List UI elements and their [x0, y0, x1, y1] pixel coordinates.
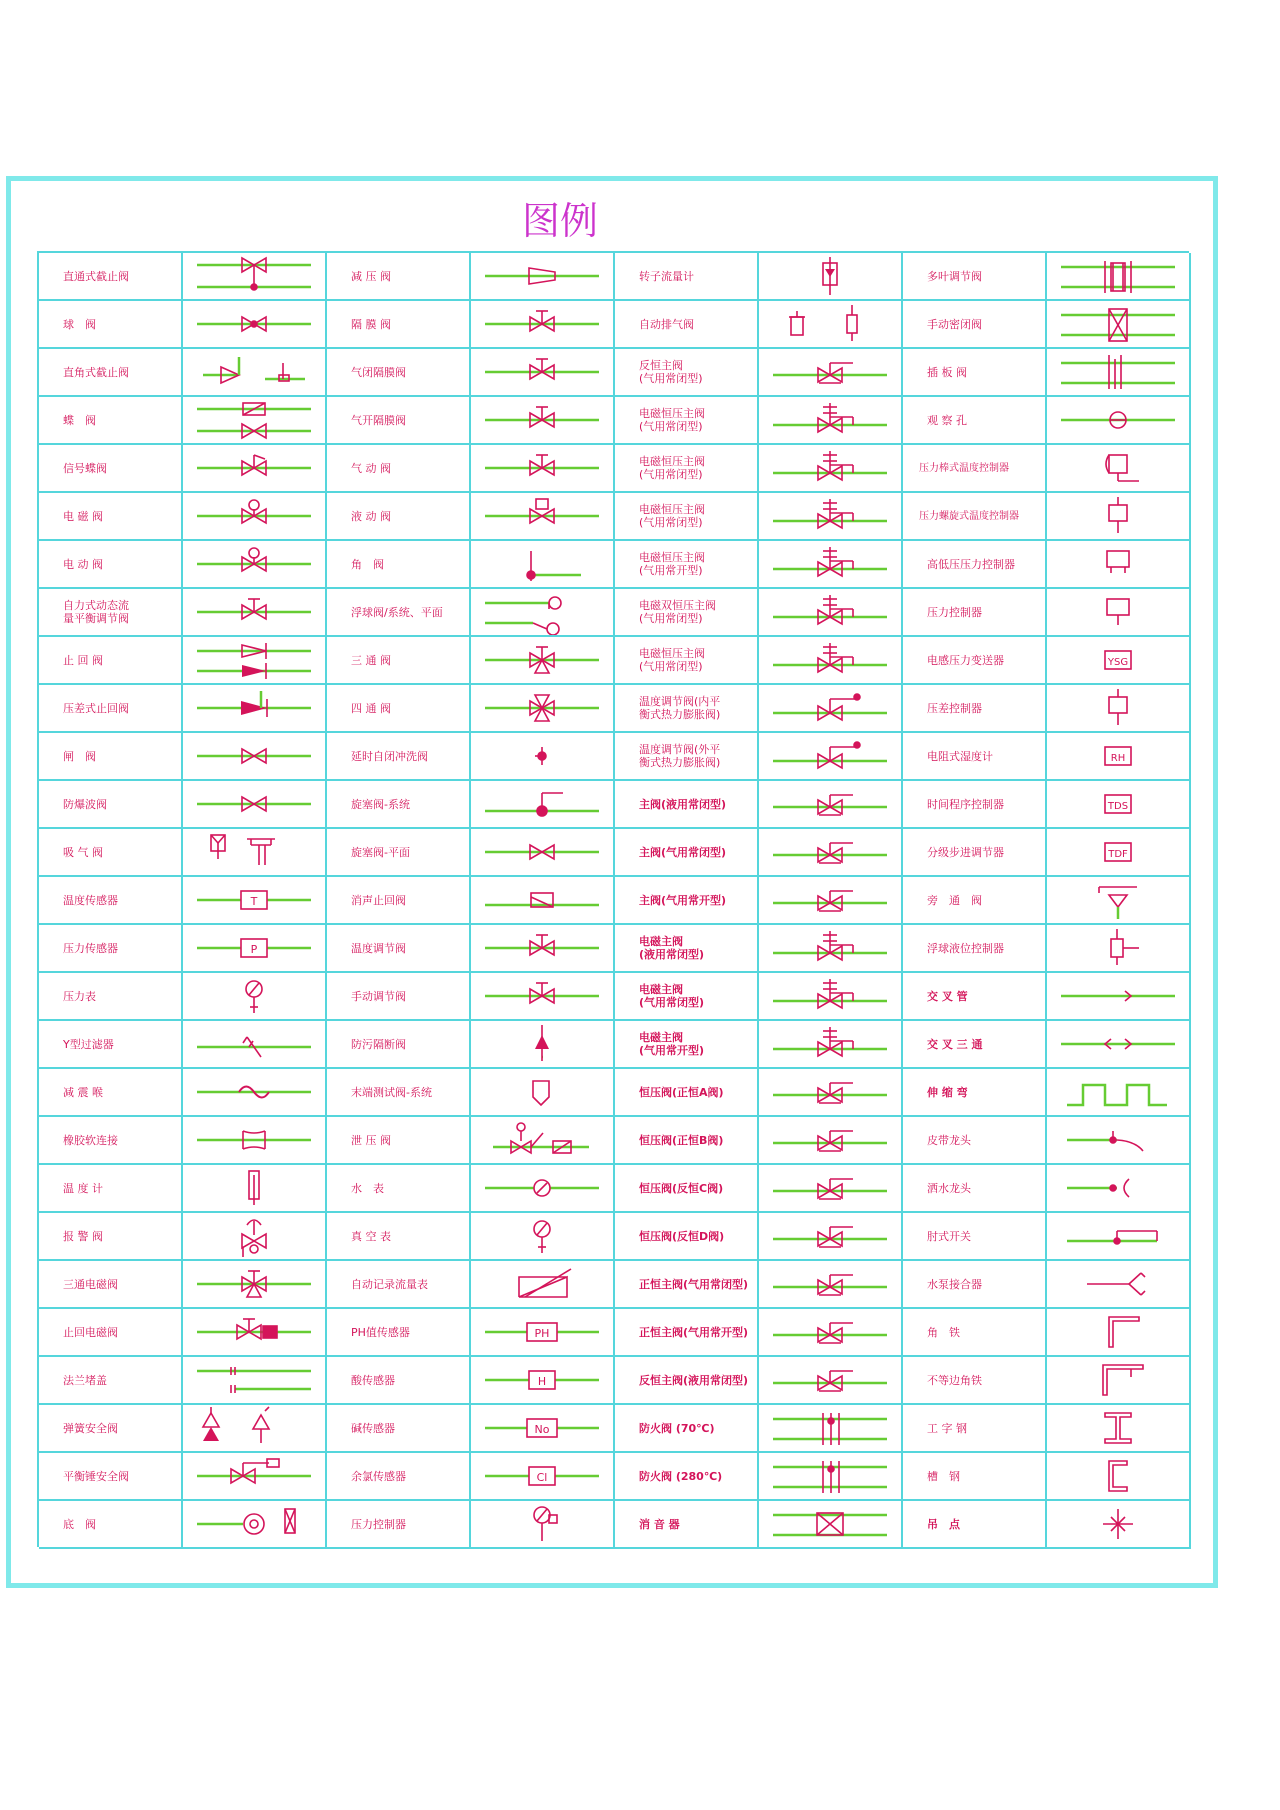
legend-label-c2-r26: 余氯传感器 — [327, 1453, 471, 1501]
legend-symbol-valve-circle-icon — [183, 541, 327, 589]
legend-symbol-main-icon — [759, 1309, 903, 1357]
legend-label-c1-r1: 直通式截止阀 — [39, 253, 183, 301]
legend-symbol-main-icon — [759, 877, 903, 925]
svg-text:P: P — [250, 943, 258, 956]
legend-label-c1-r7: 电 动 阀 — [39, 541, 183, 589]
legend-symbol-valve-plain-icon — [183, 781, 327, 829]
legend-symbol-check-pressure-icon — [183, 685, 327, 733]
legend-symbol-box-Cl-icon — [471, 1453, 615, 1501]
legend-symbol-main-top-icon — [759, 589, 903, 637]
legend-symbol-recorder-icon — [471, 1261, 615, 1309]
legend-symbol-valve-stem-icon — [471, 397, 615, 445]
legend-symbol-flange-cap-icon — [183, 1357, 327, 1405]
legend-symbol-box-PH-icon — [471, 1309, 615, 1357]
legend-symbol-elbow-switch-icon — [1047, 1213, 1191, 1261]
legend-symbol-backflow-icon — [471, 1021, 615, 1069]
legend-symbol-ctrl-a-icon — [1047, 445, 1191, 493]
legend-label-c1-r21: 报 警 阀 — [39, 1213, 183, 1261]
svg-text:RH: RH — [1110, 753, 1126, 764]
legend-label-c3-r18: 恒压阀(正恒A阀) — [615, 1069, 759, 1117]
legend-symbol-fire-damper-icon — [759, 1453, 903, 1501]
legend-label-c3-r12: 主阀(液用常闭型) — [615, 781, 759, 829]
legend-symbol-air-vent-icon — [759, 301, 903, 349]
legend-label-c1-r9: 止 回 阀 — [39, 637, 183, 685]
legend-label-c3-r10: 温度调节阀(内平 衡式热力膨胀阀) — [615, 685, 759, 733]
legend-symbol-tag-YSG-icon — [1047, 637, 1191, 685]
legend-symbol-main-icon — [759, 1069, 903, 1117]
legend-label-c4-r19: 皮带龙头 — [903, 1117, 1047, 1165]
legend-symbol-check-double-icon — [183, 637, 327, 685]
legend-symbol-reducer-icon — [471, 253, 615, 301]
legend-label-c2-r3: 气闭隔膜阀 — [327, 349, 471, 397]
legend-symbol-expansion-icon — [1047, 1069, 1191, 1117]
legend-label-c2-r18: 末端测试阀-系统 — [327, 1069, 471, 1117]
legend-label-c4-r3: 插 板 阀 — [903, 349, 1047, 397]
legend-symbol-valve-circle-icon — [183, 493, 327, 541]
svg-text:TDS: TDS — [1107, 801, 1129, 812]
legend-label-c2-r1: 减 压 阀 — [327, 253, 471, 301]
legend-symbol-main-icon — [759, 1117, 903, 1165]
legend-label-c1-r6: 电 磁 阀 — [39, 493, 183, 541]
legend-label-c2-r8: 浮球阀/系统、平面 — [327, 589, 471, 637]
legend-label-c2-r11: 延时自闭冲洗阀 — [327, 733, 471, 781]
legend-label-c2-r24: 酸传感器 — [327, 1357, 471, 1405]
legend-symbol-main-top-icon — [759, 397, 903, 445]
svg-text:No: No — [534, 1423, 550, 1436]
legend-symbol-valve-stem-icon — [471, 445, 615, 493]
legend-label-c4-r22: 水泵接合器 — [903, 1261, 1047, 1309]
legend-label-c2-r19: 泄 压 阀 — [327, 1117, 471, 1165]
legend-label-c4-r9: 电感压力变送器 — [903, 637, 1047, 685]
legend-label-c3-r21: 恒压阀(反恒D阀) — [615, 1213, 759, 1261]
legend-label-c2-r16: 手动调节阀 — [327, 973, 471, 1021]
legend-label-c2-r22: 自动记录流量表 — [327, 1261, 471, 1309]
legend-symbol-wave-icon — [183, 1069, 327, 1117]
legend-label-c3-r9: 电磁恒压主阀 (气用常闭型) — [615, 637, 759, 685]
legend-label-c3-r7: 电磁恒压主阀 (气用常开型) — [615, 541, 759, 589]
legend-symbol-box-No-icon — [471, 1405, 615, 1453]
legend-symbol-main-icon — [759, 349, 903, 397]
legend-symbol-fire-damper-icon — [759, 1405, 903, 1453]
legend-label-c1-r16: 压力表 — [39, 973, 183, 1021]
legend-label-c3-r5: 电磁恒压主阀 (气用常闭型) — [615, 445, 759, 493]
legend-label-c2-r5: 气 动 阀 — [327, 445, 471, 493]
legend-label-c1-r17: Y型过滤器 — [39, 1021, 183, 1069]
svg-text:PH: PH — [534, 1327, 550, 1340]
legend-symbol-tag-TDF-icon — [1047, 829, 1191, 877]
legend-label-c4-r27: 吊 点 — [903, 1501, 1047, 1549]
legend-symbol-ctrl-c-icon — [1047, 541, 1191, 589]
legend-label-c2-r4: 气开隔膜阀 — [327, 397, 471, 445]
legend-symbol-water-meter-icon — [471, 1165, 615, 1213]
legend-label-c1-r25: 弹簧安全阀 — [39, 1405, 183, 1453]
legend-symbol-weight-relief-icon — [183, 1453, 327, 1501]
legend-label-c2-r23: PH值传感器 — [327, 1309, 471, 1357]
legend-label-c3-r23: 正恒主阀(气用常开型) — [615, 1309, 759, 1357]
legend-label-c4-r23: 角 铁 — [903, 1309, 1047, 1357]
legend-label-c4-r26: 槽 钢 — [903, 1453, 1047, 1501]
legend-label-c3-r3: 反恒主阀 (气用常闭型) — [615, 349, 759, 397]
legend-symbol-sprinkler-tap-icon — [1047, 1165, 1191, 1213]
legend-symbol-sight-icon — [1047, 397, 1191, 445]
legend-symbol-air-valve-icon — [183, 829, 327, 877]
legend-symbol-valve-stem-icon — [471, 925, 615, 973]
legend-symbol-valve-ball-icon — [183, 301, 327, 349]
legend-label-c4-r15: 浮球液位控制器 — [903, 925, 1047, 973]
legend-label-c3-r22: 正恒主阀(气用常闭型) — [615, 1261, 759, 1309]
legend-symbol-silencer-icon — [759, 1501, 903, 1549]
legend-symbol-valve-stem-icon — [471, 973, 615, 1021]
legend-symbol-main-icon — [759, 1261, 903, 1309]
legend-symbol-test-valve-icon — [471, 1069, 615, 1117]
legend-label-c4-r5: 压力棒式温度控制器 — [903, 445, 1047, 493]
legend-symbol-tag-TDS-icon — [1047, 781, 1191, 829]
legend-symbol-main-icon — [759, 781, 903, 829]
legend-label-c1-r13: 吸 气 阀 — [39, 829, 183, 877]
legend-symbol-box-H-icon — [471, 1357, 615, 1405]
legend-symbol-valve-stem-icon — [471, 349, 615, 397]
legend-label-c3-r20: 恒压阀(反恒C阀) — [615, 1165, 759, 1213]
legend-symbol-damper-x-icon — [1047, 301, 1191, 349]
legend-label-c1-r20: 温 度 计 — [39, 1165, 183, 1213]
legend-label-c2-r12: 旋塞阀-系统 — [327, 781, 471, 829]
svg-text:Cl: Cl — [536, 1471, 548, 1484]
legend-symbol-uneq-angle-icon — [1047, 1357, 1191, 1405]
legend-symbol-damper-icon — [1047, 253, 1191, 301]
legend-symbol-main-icon — [759, 1357, 903, 1405]
legend-label-c1-r19: 橡胶软连接 — [39, 1117, 183, 1165]
legend-label-c2-r25: 碱传感器 — [327, 1405, 471, 1453]
legend-grid — [37, 251, 1189, 1547]
legend-label-c2-r20: 水 表 — [327, 1165, 471, 1213]
legend-symbol-three-way-icon — [183, 1261, 327, 1309]
legend-label-c2-r21: 真 空 表 — [327, 1213, 471, 1261]
legend-label-c2-r13: 旋塞阀-平面 — [327, 829, 471, 877]
legend-symbol-relief-box-icon — [471, 1117, 615, 1165]
legend-label-c3-r24: 反恒主阀(液用常闭型) — [615, 1357, 759, 1405]
legend-label-c2-r17: 防污隔断阀 — [327, 1021, 471, 1069]
legend-symbol-temp-valve-icon — [759, 733, 903, 781]
legend-symbol-pump-conn-icon — [1047, 1261, 1191, 1309]
page-title: 图例 — [521, 199, 598, 243]
legend-label-c2-r27: 压力控制器 — [327, 1501, 471, 1549]
legend-label-c4-r13: 分级步进调节器 — [903, 829, 1047, 877]
legend-label-c4-r6: 压力螺旋式温度控制器 — [903, 493, 1047, 541]
legend-label-c2-r6: 液 动 阀 — [327, 493, 471, 541]
legend-symbol-valve-box-icon — [471, 493, 615, 541]
legend-symbol-hang-icon — [1047, 1501, 1191, 1549]
legend-symbol-foot-valve-icon — [183, 1501, 327, 1549]
legend-symbol-cross-tee-icon — [1047, 1021, 1191, 1069]
legend-label-c3-r25: 防火阀 (70℃) — [615, 1405, 759, 1453]
legend-label-c1-r4: 蝶 阀 — [39, 397, 183, 445]
legend-label-c4-r11: 电阻式湿度计 — [903, 733, 1047, 781]
legend-symbol-temp-valve-icon — [759, 685, 903, 733]
legend-label-c3-r17: 电磁主阀 (气用常开型) — [615, 1021, 759, 1069]
legend-label-c2-r9: 三 通 阀 — [327, 637, 471, 685]
legend-symbol-float-icon — [471, 589, 615, 637]
legend-symbol-main-top-icon — [759, 445, 903, 493]
legend-symbol-tag-RH-icon — [1047, 733, 1191, 781]
legend-label-c1-r3: 直角式截止阀 — [39, 349, 183, 397]
legend-symbol-main-icon — [759, 1213, 903, 1261]
legend-label-c4-r10: 压差控制器 — [903, 685, 1047, 733]
legend-label-c4-r24: 不等边角铁 — [903, 1357, 1047, 1405]
svg-text:TDF: TDF — [1108, 849, 1128, 860]
legend-symbol-three-way-icon — [471, 637, 615, 685]
legend-symbol-ctrl-d-icon — [1047, 589, 1191, 637]
legend-label-c2-r14: 消声止回阀 — [327, 877, 471, 925]
legend-label-c4-r25: 工 字 钢 — [903, 1405, 1047, 1453]
legend-label-c4-r12: 时间程序控制器 — [903, 781, 1047, 829]
legend-label-c1-r12: 防爆波阀 — [39, 781, 183, 829]
legend-symbol-float-ctrl-icon — [1047, 925, 1191, 973]
legend-symbol-gauge-icon — [471, 1213, 615, 1261]
legend-label-c2-r15: 温度调节阀 — [327, 925, 471, 973]
legend-label-c3-r13: 主阀(气用常闭型) — [615, 829, 759, 877]
legend-label-c1-r5: 信号蝶阀 — [39, 445, 183, 493]
legend-label-c4-r20: 洒水龙头 — [903, 1165, 1047, 1213]
svg-text:H: H — [537, 1375, 547, 1388]
legend-symbol-angle-iron-icon — [1047, 1309, 1191, 1357]
legend-label-c4-r7: 高低压压力控制器 — [903, 541, 1047, 589]
legend-label-c3-r11: 温度调节阀(外平 衡式热力膨胀阀) — [615, 733, 759, 781]
legend-symbol-main-top-icon — [759, 1021, 903, 1069]
legend-symbol-angle-icon — [471, 541, 615, 589]
legend-symbol-box-T-icon — [183, 877, 327, 925]
legend-label-c1-r15: 压力传感器 — [39, 925, 183, 973]
legend-label-c1-r23: 止回电磁阀 — [39, 1309, 183, 1357]
legend-symbol-alarm-icon — [183, 1213, 327, 1261]
legend-symbol-main-top-icon — [759, 925, 903, 973]
legend-label-c3-r15: 电磁主阀 (液用常闭型) — [615, 925, 759, 973]
legend-label-c4-r4: 观 察 孔 — [903, 397, 1047, 445]
legend-symbol-valve-plain-icon — [183, 733, 327, 781]
legend-symbol-valve-stem-icon — [183, 589, 327, 637]
legend-symbol-flush-icon — [471, 733, 615, 781]
legend-label-c1-r22: 三通电磁阀 — [39, 1261, 183, 1309]
legend-symbol-thermometer-icon — [183, 1165, 327, 1213]
legend-label-c4-r18: 伸 缩 弯 — [903, 1069, 1047, 1117]
legend-label-c1-r8: 自力式动态流 量平衡调节阀 — [39, 589, 183, 637]
legend-symbol-valve-flag-icon — [183, 445, 327, 493]
legend-symbol-valve-plain-icon — [471, 829, 615, 877]
legend-symbol-spring-relief-icon — [183, 1405, 327, 1453]
legend-label-c1-r24: 法兰堵盖 — [39, 1357, 183, 1405]
legend-symbol-box-P-icon — [183, 925, 327, 973]
legend-label-c2-r7: 角 阀 — [327, 541, 471, 589]
legend-symbol-i-beam-icon — [1047, 1405, 1191, 1453]
legend-label-c4-r1: 多叶调节阀 — [903, 253, 1047, 301]
svg-text:T: T — [250, 895, 258, 908]
legend-label-c3-r8: 电磁双恒压主阀 (气用常闭型) — [615, 589, 759, 637]
legend-symbol-butterfly-double-icon — [183, 397, 327, 445]
legend-symbol-gate-plate-icon — [1047, 349, 1191, 397]
legend-label-c2-r2: 隔 膜 阀 — [327, 301, 471, 349]
legend-label-c3-r1: 转子流量计 — [615, 253, 759, 301]
legend-label-c3-r6: 电磁恒压主阀 (气用常闭型) — [615, 493, 759, 541]
legend-symbol-main-top-icon — [759, 493, 903, 541]
legend-symbol-channel-icon — [1047, 1453, 1191, 1501]
legend-label-c2-r10: 四 通 阀 — [327, 685, 471, 733]
legend-symbol-bypass-icon — [1047, 877, 1191, 925]
legend-symbol-plug-system-icon — [471, 781, 615, 829]
legend-label-c4-r17: 交 叉 三 通 — [903, 1021, 1047, 1069]
legend-label-c1-r14: 温度传感器 — [39, 877, 183, 925]
legend-symbol-main-top-icon — [759, 541, 903, 589]
legend-label-c4-r21: 肘式开关 — [903, 1213, 1047, 1261]
legend-symbol-rotameter-icon — [759, 253, 903, 301]
legend-label-c3-r16: 电磁主阀 (气用常闭型) — [615, 973, 759, 1021]
legend-label-c4-r2: 手动密闭阀 — [903, 301, 1047, 349]
legend-symbol-ctrl-b-icon — [1047, 685, 1191, 733]
legend-symbol-main-icon — [759, 829, 903, 877]
legend-label-c1-r2: 球 阀 — [39, 301, 183, 349]
legend-label-c3-r4: 电磁恒压主阀 (气用常闭型) — [615, 397, 759, 445]
legend-label-c4-r8: 压力控制器 — [903, 589, 1047, 637]
legend-symbol-silent-check-icon — [471, 877, 615, 925]
legend-label-c3-r14: 主阀(气用常开型) — [615, 877, 759, 925]
legend-symbol-pressure-ctrl-icon — [471, 1501, 615, 1549]
legend-symbol-main-top-icon — [759, 637, 903, 685]
legend-label-c4-r14: 旁 通 阀 — [903, 877, 1047, 925]
legend-symbol-gauge-icon — [183, 973, 327, 1021]
svg-text:YSG: YSG — [1107, 657, 1129, 668]
legend-label-c1-r26: 平衡锤安全阀 — [39, 1453, 183, 1501]
legend-symbol-cross-icon — [1047, 973, 1191, 1021]
legend-symbol-valve-gate-ball-icon — [183, 253, 327, 301]
legend-symbol-valve-stem-icon — [471, 301, 615, 349]
legend-symbol-hose-tap-icon — [1047, 1117, 1191, 1165]
legend-label-c3-r26: 防火阀 (280℃) — [615, 1453, 759, 1501]
legend-symbol-main-icon — [759, 1165, 903, 1213]
legend-label-c3-r2: 自动排气阀 — [615, 301, 759, 349]
legend-symbol-check-solenoid-icon — [183, 1309, 327, 1357]
legend-label-c3-r19: 恒压阀(正恒B阀) — [615, 1117, 759, 1165]
legend-label-c3-r27: 消 音 器 — [615, 1501, 759, 1549]
legend-symbol-angle-stop-icon — [183, 349, 327, 397]
legend-label-c1-r10: 压差式止回阀 — [39, 685, 183, 733]
legend-symbol-main-top-icon — [759, 973, 903, 1021]
legend-label-c4-r16: 交 叉 管 — [903, 973, 1047, 1021]
legend-label-c1-r11: 闸 阀 — [39, 733, 183, 781]
legend-label-c1-r27: 底 阀 — [39, 1501, 183, 1549]
legend-symbol-four-way-icon — [471, 685, 615, 733]
legend-label-c1-r18: 减 震 喉 — [39, 1069, 183, 1117]
legend-symbol-y-filter-icon — [183, 1021, 327, 1069]
legend-symbol-ctrl-b-icon — [1047, 493, 1191, 541]
legend-symbol-flex-icon — [183, 1117, 327, 1165]
